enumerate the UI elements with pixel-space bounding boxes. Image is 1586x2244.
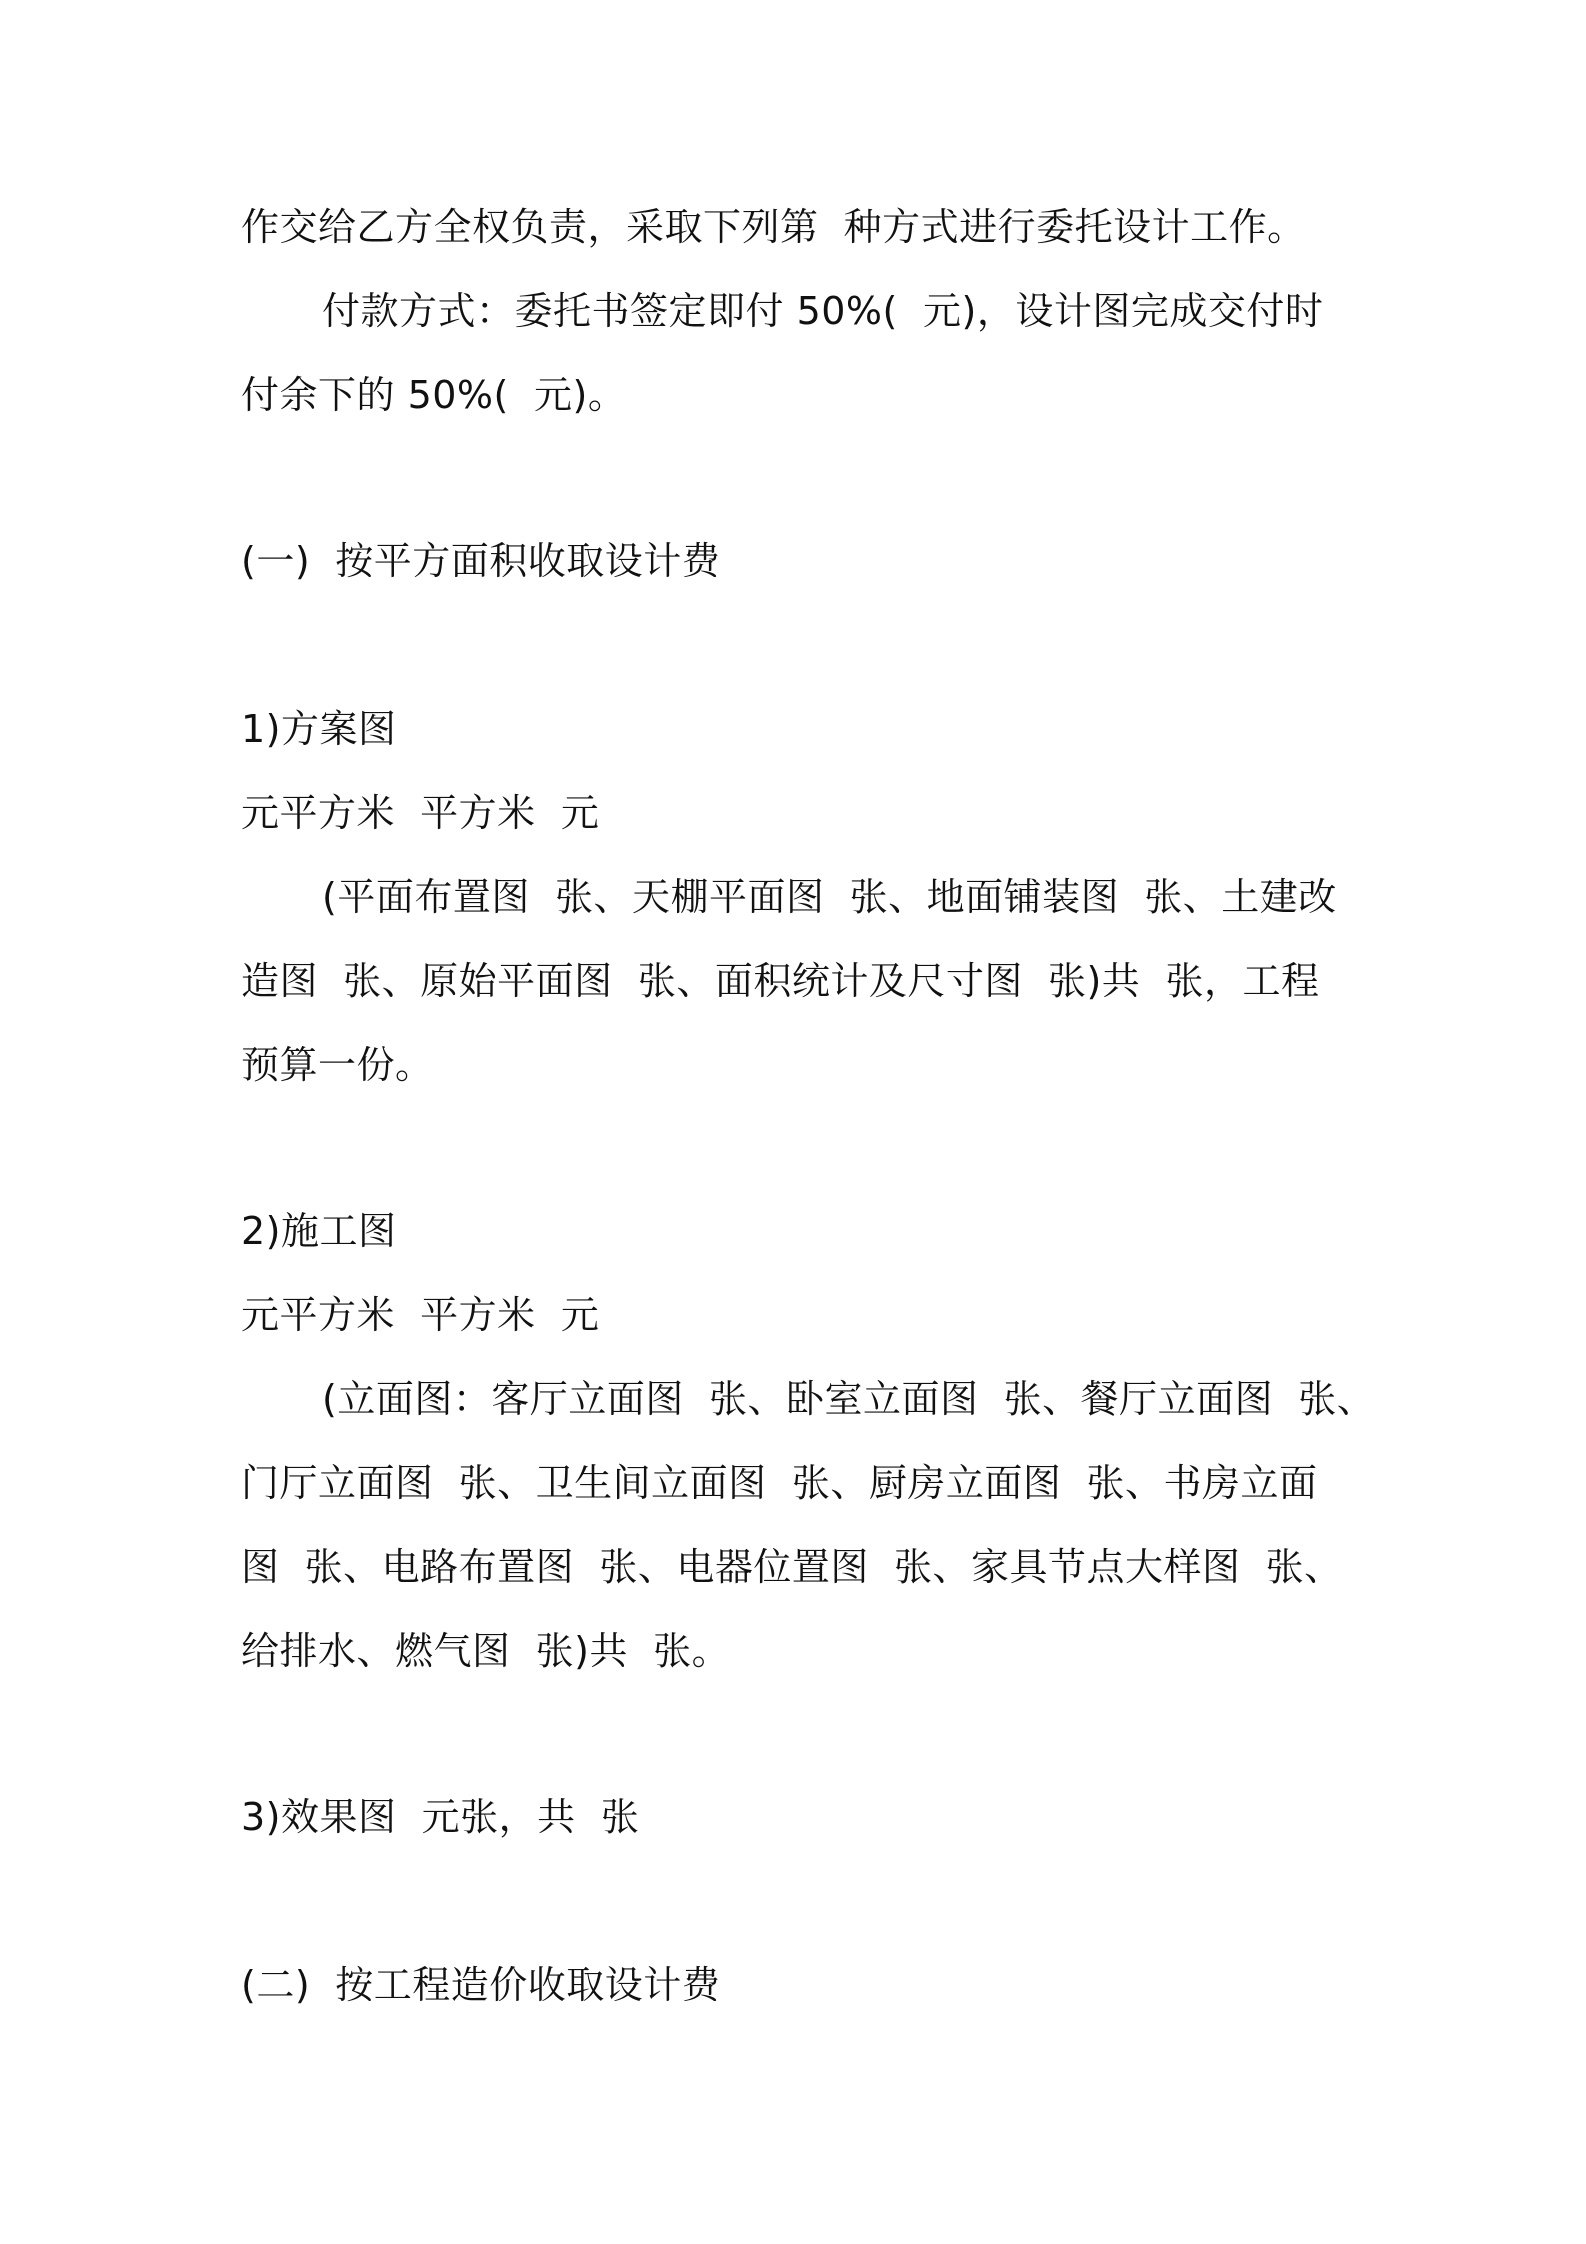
item-detail-construction-line-4: 给排水、燃气图 张)共 张。: [241, 1629, 731, 1673]
item-detail-construction-line-2: 门厅立面图 张、卫生间立面图 张、厨房立面图 张、书房立面: [241, 1461, 1318, 1505]
item-rate-construction-drawing: 元平方米 平方米 元: [241, 1293, 600, 1337]
item-rate-scheme-drawing: 元平方米 平方米 元: [241, 791, 600, 835]
item-title-scheme-drawing: 1)方案图: [241, 707, 397, 751]
item-title-rendering: 3)效果图 元张，共 张: [241, 1795, 640, 1839]
item-detail-scheme-line-3: 预算一份。: [241, 1043, 434, 1087]
item-detail-construction-line-1: (立面图：客厅立面图 张、卧室立面图 张、餐厅立面图 张、: [322, 1377, 1376, 1421]
item-detail-scheme-line-1: (平面布置图 张、天棚平面图 张、地面铺装图 张、土建改: [322, 875, 1337, 919]
intro-line: 作交给乙方全权负责，采取下列第 种方式进行委托设计工作。: [241, 205, 1306, 249]
item-detail-scheme-line-2: 造图 张、原始平面图 张、面积统计及尺寸图 张)共 张，工程: [241, 959, 1320, 1003]
section-heading-cost-fee: (二) 按工程造价收取设计费: [241, 1963, 721, 2007]
payment-terms-line-2: 付余下的 50%( 元)。: [241, 373, 627, 417]
item-detail-construction-line-3: 图 张、电路布置图 张、电器位置图 张、家具节点大样图 张、: [241, 1545, 1343, 1589]
section-heading-area-fee: (一) 按平方面积收取设计费: [241, 539, 721, 583]
item-title-construction-drawing: 2)施工图: [241, 1209, 397, 1253]
payment-terms-line-1: 付款方式：委托书签定即付 50%( 元)，设计图完成交付时: [322, 289, 1324, 333]
